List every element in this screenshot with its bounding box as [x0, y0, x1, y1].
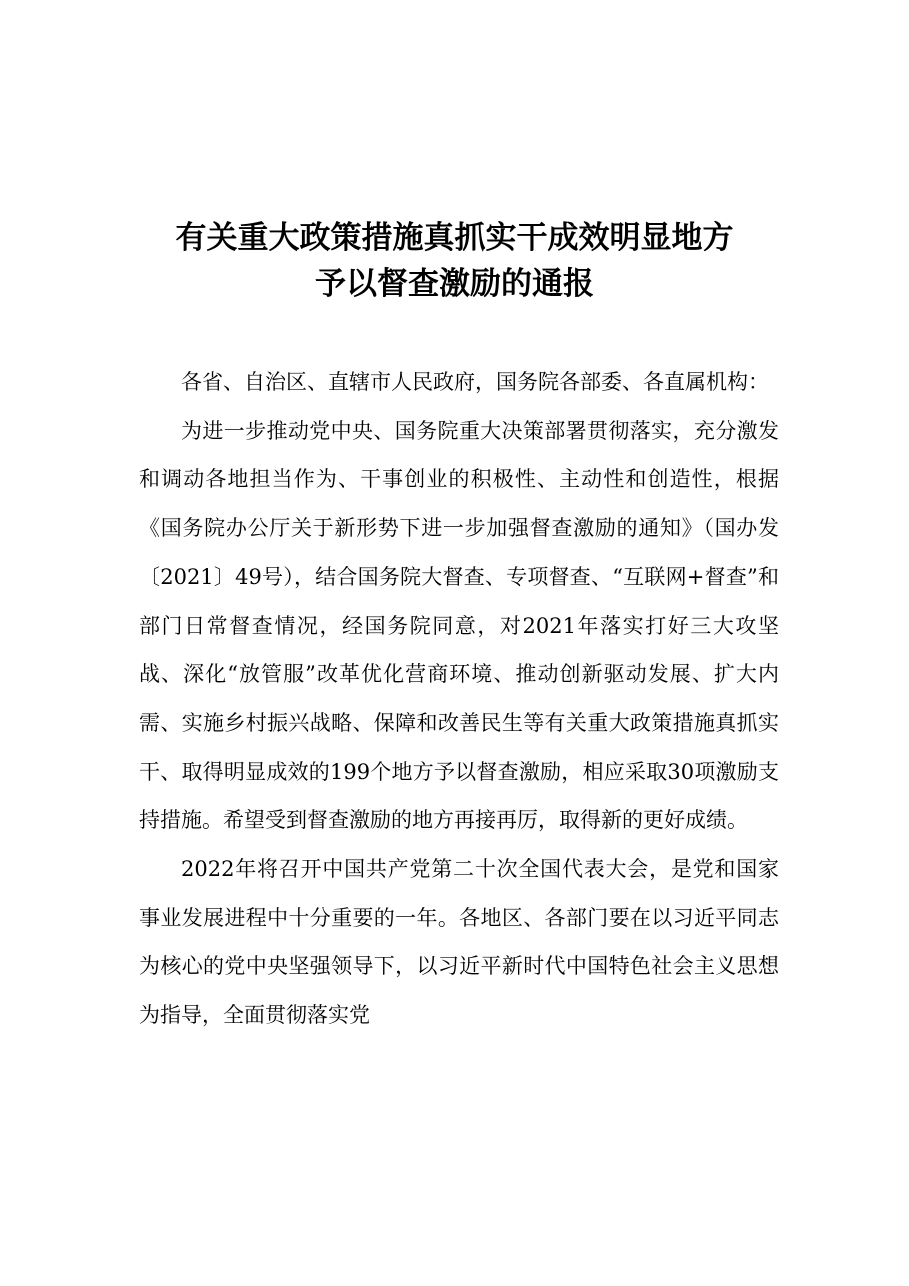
document-body	[139, 358, 779, 1040]
document-title-line-1: 有关重大政策措施真抓实干成效明显地方	[175, 220, 734, 256]
paragraph-1: 为进一步推动党中央、国务院重大决策部署贯彻落实，充分激发和调动各地担当作为、干事创业的积极性、主动性和创造性，根据《国务院办公厅关于新形势下进一步加强督查激励的通知》（国办发〔2021〕49号），结合国务院大督查、专项督查、“互联网+督查”和部门日常督查情况，经国务院同意，对2021年落实打好三大攻坚战、深化“放管服”改革优化营商环境、推动创新驱动发展、扩大内需、实施乡村振兴战略、保障和改善民生等有关重大政策措施真抓实干、取得明显成效的199个地方予以督查激励，相应采取30项激励支持措施。希望受到督查激励的地方再接再厉，取得新的更好成绩。	[139, 418, 779, 833]
salutation: 各省、自治区、直辖市人民政府，国务院各部委、各直属机构：	[181, 370, 769, 394]
document-title-line-2: 予以督查激励的通报	[315, 266, 594, 302]
paragraph-2: 2022年将召开中国共产党第二十次全国代表大会，是党和国家事业发展进程中十分重要的一年。各地区、各部门要在以习近平同志为核心的党中央坚强领导下，以习近平新时代中国特色社会主义思想为指导，全面贯彻落实党	[139, 857, 779, 1028]
